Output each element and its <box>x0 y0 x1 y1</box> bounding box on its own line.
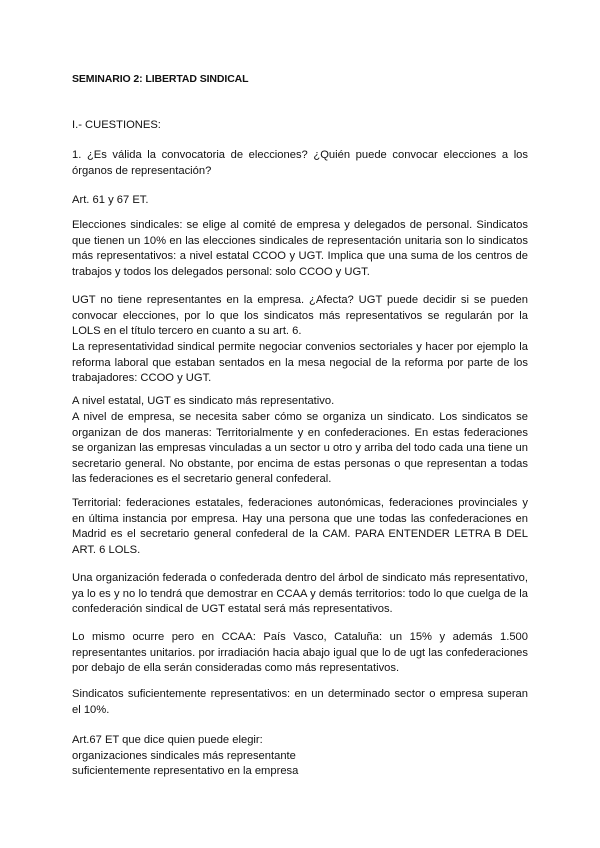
article-reference: Art. 61 y 67 ET. <box>72 194 149 206</box>
paragraph-organizacion-federada: Una organización federada o confederada dentro del árbol de sindicato más representativo, ya lo es y no lo tendrá que demostrar en CCAA y demás territorios: todo lo que cuelga de la confederación sindical de UGT estatal será más representativos. <box>72 572 528 616</box>
art67-list <box>72 733 528 780</box>
paragraph-territorial: Territorial: federaciones estatales, federaciones autonómicas, federaciones provinciales y en última instancia por empresa. Hay una persona que une todas las confederaciones en Madrid es el secretario general confederal de la CAM. PARA ENTENDER LETRA B DEL ART. 6 LOLS. <box>72 497 528 556</box>
paragraph-nivel-empresa: A nivel de empresa, se necesita saber cómo se organiza un sindicato. Los sindicatos se organizan de dos maneras: Territorialmente y en confederaciones. En estas federaciones se organizan las empresas vinculadas a un sector u otro y arriba del todo cada una tiene un secretario general. No obstante, por encima de estas personas o que representan a todas las federaciones es el secretario general confederal. <box>72 411 528 486</box>
question-1: 1. ¿Es válida la convocatoria de elecciones? ¿Quién puede convocar elecciones a los órganos de representación? <box>72 149 528 177</box>
paragraph-suficientemente-representativos: Sindicatos suficientemente representativos: en un determinado sector o empresa superan el 10%. <box>72 688 528 716</box>
section-heading: I.- CUESTIONES: <box>72 119 161 131</box>
art67-line: suficientemente representativo en la empresa <box>72 765 299 778</box>
art67-line: organizaciones sindicales más representante <box>72 749 296 762</box>
paragraph-elecciones-sindicales: Elecciones sindicales: se elige al comité de empresa y delegados de personal. Sindicatos que tienen un 10% en las elecciones sindicales de representación unitaria son lo sindicatos más representativos: a nivel estatal CCOO y UGT. Implica que una suma de los centros de trabajos y todos los delegados personal: solo CCOO y UGT. <box>72 219 528 278</box>
paragraph-representatividad: La representatividad sindical permite negociar convenios sectoriales y hacer por ejemplo la reforma laboral que estaban sentados en la mesa negocial de la reforma por parte de los trabajadores: CCOO y UGT. <box>72 341 528 385</box>
document-title: SEMINARIO 2: LIBERTAD SINDICAL <box>72 73 249 85</box>
paragraph-nivel-estatal: A nivel estatal, UGT es sindicato más representativo. <box>72 395 335 407</box>
paragraph-ccaa: Lo mismo ocurre pero en CCAA: País Vasco, Cataluña: un 15% y además 1.500 representantes unitarios. por irradiación hacia abajo igual que lo de ugt las confederaciones por debajo de ella serán consideradas como más representativos. <box>72 631 528 675</box>
paragraph-ugt-representantes: UGT no tiene representantes en la empresa. ¿Afecta? UGT puede decidir si se pueden convocar elecciones, por lo que los sindicatos más representativos se regularán por la LOLS en el título tercero en cuanto a su art. 6. <box>72 294 528 338</box>
art67-line: Art.67 ET que dice quien puede elegir: <box>72 734 263 746</box>
